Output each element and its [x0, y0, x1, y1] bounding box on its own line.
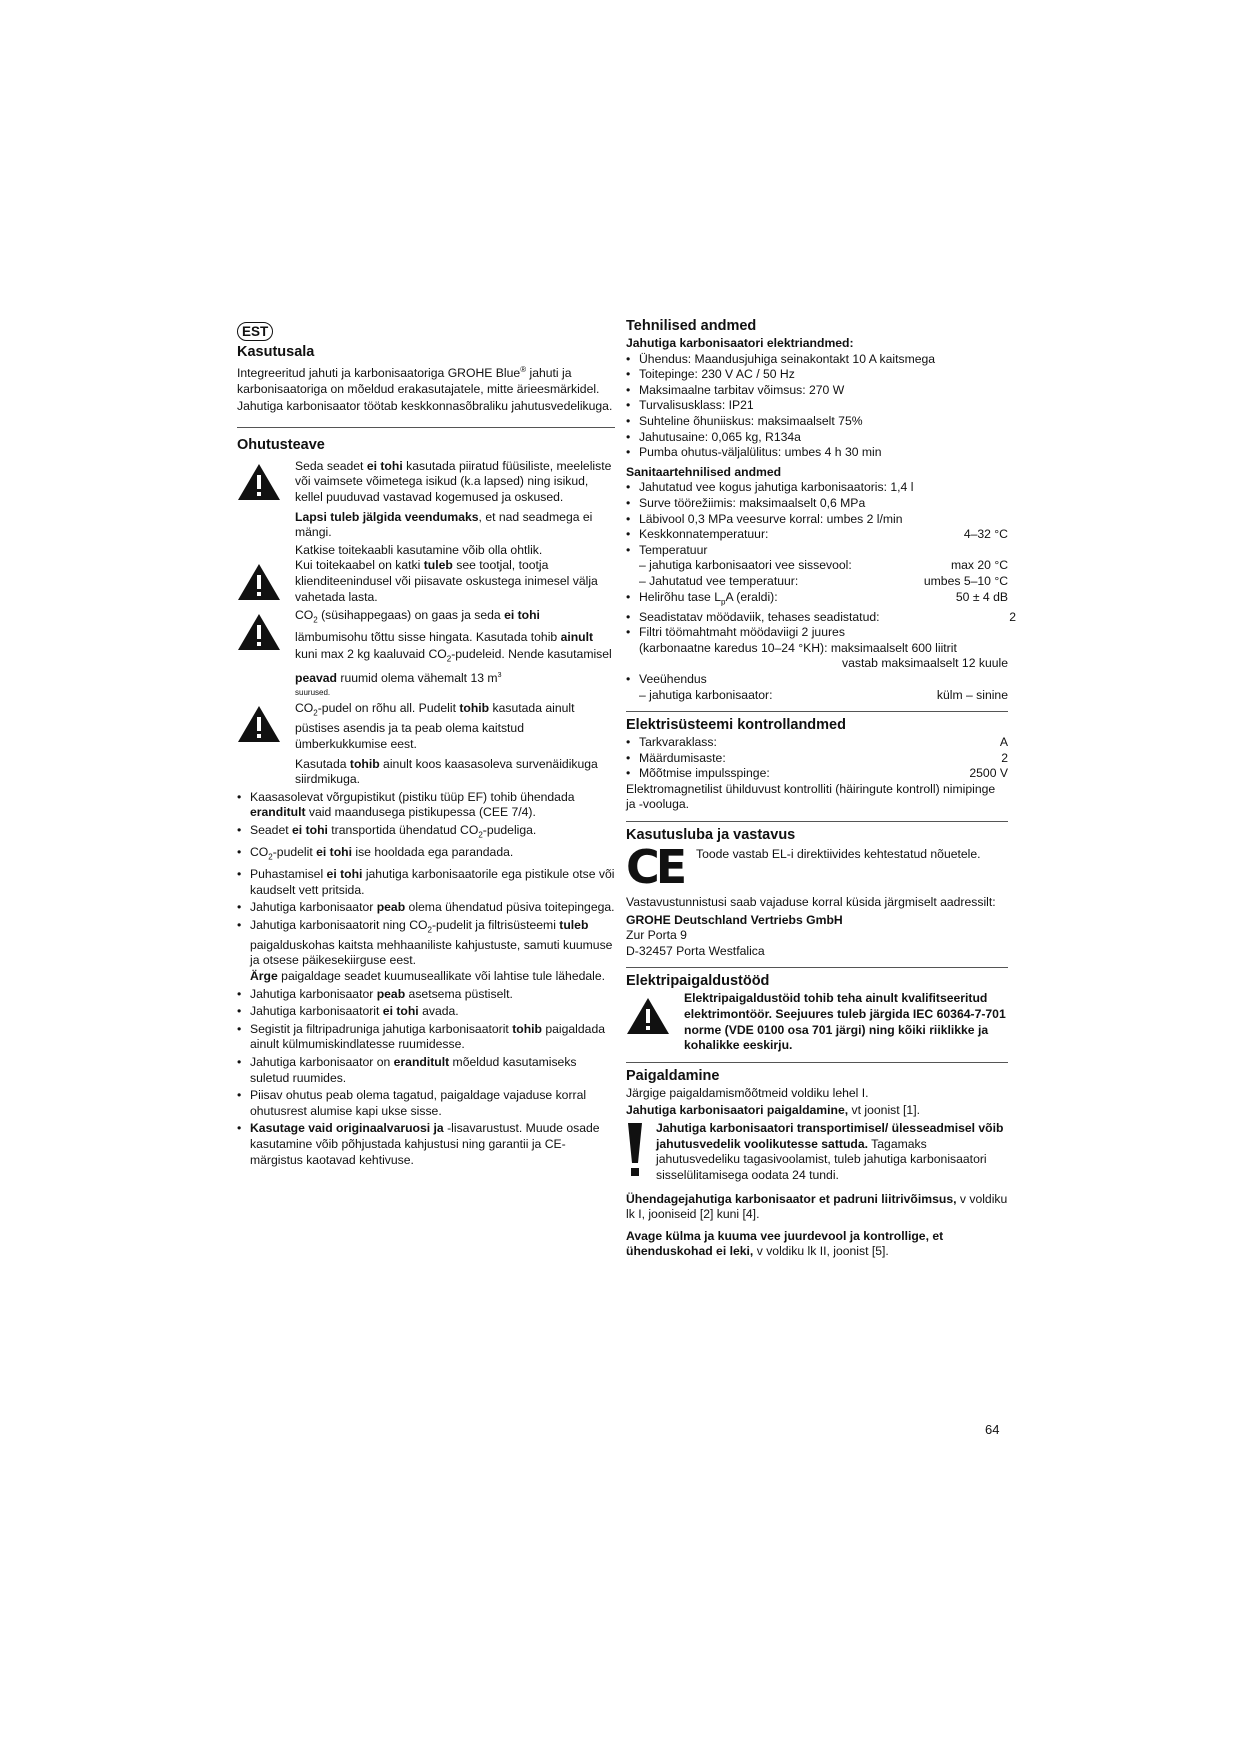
- ce-mark-icon: CE: [626, 840, 684, 895]
- kasutusala-paragraph-1: Integreeritud jahuti ja karbonisaatoriga GROHE Blue® jahuti ja karbonisaatoriga on mõeldud erakasutajatele, mitte ärieesmärkidel.: [237, 365, 600, 396]
- warning-triangle-icon: [237, 563, 281, 601]
- paragraph: Vastavustunnistusi saab vajaduse korral küsida järgmiselt aadressilt:: [626, 895, 996, 910]
- list-item: • Jahutusaine: 0,065 kg, R134a: [626, 429, 801, 444]
- warning-text: Kasutada tohib ainult koos kaasasoleva survenäidikuga siirdmikuga.: [295, 756, 598, 787]
- divider: [626, 967, 1008, 968]
- list-item: • Kaasasolevat võrgupistikut (pistiku tüüp EF) tohib ühendada eranditult vaid maandusega pistikupessa (CEE 7/4).: [237, 789, 575, 820]
- section-title-ohutusteave: Ohutusteave: [237, 436, 325, 453]
- list-item: • Temperatuur: [626, 542, 708, 557]
- subheading: Sanitaartehnilised andmed: [626, 464, 782, 479]
- section-title-kontrollandmed: Elektrisüsteemi kontrollandmed: [626, 717, 846, 734]
- section-title-kasutusala: Kasutusala: [237, 344, 315, 360]
- list-item: • Surve töörežiimis: maksimaalselt 0,6 MPa: [626, 495, 866, 510]
- list-item: • Maksimaalne tarbitav võimsus: 270 W: [626, 382, 845, 397]
- list-item: • Turvalisusklass: IP21: [626, 398, 754, 413]
- warning-block-4: [237, 701, 615, 787]
- spec-row: – jahutiga karbonisaatori vee sissevool: max 20 °C: [639, 558, 1008, 573]
- warning-block-1: [237, 459, 615, 541]
- ce-text: Toode vastab EL-i direktiivides kehtestatud nõuetele.: [696, 847, 981, 862]
- list-item: • Jahutiga karbonisaator peab olema ühendatud püsiva toitepingega.: [237, 900, 615, 915]
- list-item: • Toitepinge: 230 V AC / 50 Hz: [626, 367, 795, 382]
- subheading: Jahutiga karbonisaatori elektriandmed:: [626, 336, 854, 350]
- list-item: • Mõõtmise impulsspinge: 2500 V: [626, 766, 1008, 781]
- list-item: • Keskkonnatemperatuur: 4–32 °C: [626, 527, 1008, 542]
- spec-row: (karbonaatne karedus 10–24 °KH): maksimaalselt 600 liitrit: [639, 640, 957, 655]
- list-item: • Veeühendus: [626, 671, 707, 686]
- list-item: • Suhteline õhuniiskus: maksimaalselt 75%: [626, 413, 863, 428]
- list-item: • Helirõhu tase $L_pA$ (eraldi): 50 ± 4 dB: [626, 589, 1008, 606]
- section-title-elektripaigaldustood: Elektripaigaldustööd: [626, 973, 770, 990]
- address-line: D-32457 Porta Westfalica: [626, 943, 765, 958]
- list-item: • Segistit ja filtripadruniga jahutiga karbonisaatorit tohib paigaldada ainult külmumiskindlatesse ruumidesse.: [237, 1021, 605, 1052]
- warning-text: Seda seadet ei tohi kasutada piiratud füüsiliste, meeleliste või vaimsete võimetega isikud (k.a lapsed) ning isikud, kellel puuduvad vastavad kogemused ja oskused.: [295, 458, 612, 505]
- warning-text: Kui toitekaabel on katki tuleb see tootjal, tootja klienditeenindusel või piisavate oskustega inimesel välja vahetada lasta.: [295, 558, 598, 604]
- paragraph: Avage külma ja kuuma vee juurdevool ja kontrollige, et ühenduskohad ei leki, v voldiku lk II, joonist [5].: [626, 1228, 944, 1259]
- spec-row: – jahutiga karbonisaator: külm – sinine: [639, 687, 1008, 702]
- left-column: [237, 322, 615, 1170]
- list-item: • Pumba ohutus-väljalülitus: umbes 4 h 30 min: [626, 445, 882, 460]
- list-item: • Piisav ohutus peab olema tagatud, paigaldage vajaduse korral ohutusrest alumise kapi ukse sisse.: [237, 1088, 587, 1118]
- warning-triangle-icon: [237, 705, 281, 743]
- list-item: • Jahutiga karbonisaator on eranditult mõeldud kasutamiseks suletud ruumides.: [237, 1054, 577, 1085]
- notice-block: Jahutiga karbonisaatori transportimisel/ ülesseadmisel võib jahutusvedelik voolikutesse sattuda. Tagamaks jahutusvedeliku tagasivoolamist, tuleb jahutiga karbonisaatori sisselülitamisega oodata 24 tundi.: [626, 1121, 1008, 1184]
- warning-triangle-icon: [626, 997, 670, 1035]
- list-item: • Tarkvaraklass: A: [626, 735, 1008, 750]
- list-item: • Kasutage vaid originaalvaruosi ja -lisavarustust. Muude osade kasutamine võib põhjustada kahjustusi ning garantii ja CE-märgistus kaotavad kehtivuse.: [237, 1121, 600, 1167]
- warning-text: Lapsi tuleb jälgida veendumaks, et nad seadmega ei mängi.: [295, 509, 593, 540]
- warning-text: suurused.: [295, 688, 331, 698]
- paragraph: Ühendagejahutiga karbonisaator et padruni liitrivõimsus, v voldiku lk I, jooniseid [2] kuni [4].: [626, 1191, 1008, 1222]
- spec-row: – Jahutatud vee temperatuur: umbes 5–10 °C: [639, 573, 1008, 588]
- list-item: • Ühendus: Maandusjuhiga seinakontakt 10 A kaitsmega: [626, 351, 936, 366]
- divider: [626, 711, 1008, 712]
- list-item: • Puhastamisel ei tohi jahutiga karbonisaatorile ega pistikule otse või kaudselt vett pritsida.: [237, 867, 615, 897]
- page-number: 64: [985, 1422, 1000, 1437]
- ce-block: [626, 840, 1008, 895]
- divider: [626, 1062, 1008, 1063]
- warning-text: $CO_2$ (süsihappegaas) on gaas ja seda ei tohi lämbumisohu tõttu sisse hingata. Kasutada tohib ainult kuni max 2 kg kaaluvaid $CO_2$-pudeleid. Nende kasutamisel peavad ruumid olema vähemalt 13 $m^3$: [295, 608, 612, 686]
- section-title-kasutusluba: Kasutusluba ja vastavus: [626, 827, 796, 844]
- section-title-paigaldamine: Paigaldamine: [626, 1067, 720, 1084]
- paragraph: Elektromagnetilist ühilduvust kontrolliti (häiringute kontroll) nimipinge ja -vooluga.: [626, 781, 996, 812]
- list-item: • $CO_2$-pudelit ei tohi ise hooldada ega parandada.: [237, 844, 514, 862]
- list-item: • Jahutatud vee kogus jahutiga karbonisaatoris: 1,4 l: [626, 480, 914, 495]
- list-item: • Seadet ei tohi transportida ühendatud $CO_2$-pudeliga.: [237, 822, 537, 840]
- address-line: Zur Porta 9: [626, 928, 687, 943]
- list-item: • Jahutiga karbonisaator peab asetsema püstiselt.: [237, 986, 513, 1001]
- warning-text: $CO_2$-pudel on rõhu all. Pudelit tohib kasutada ainult püstises asendis ja ta peab olema kaitstud ümberkukkumise eest.: [295, 701, 575, 751]
- warning-triangle-icon: [237, 613, 281, 651]
- warning-block-elec: [626, 991, 1008, 1053]
- warning-block-3: [237, 607, 615, 699]
- list-item: • Jahutiga karbonisaatorit ei tohi avada.: [237, 1004, 459, 1019]
- paragraph: Järgige paigaldamismõõtmeid voldiku lehel I.: [626, 1085, 869, 1100]
- list-item: • Filtri töömahtmaht möödaviigi 2 juures: [626, 625, 845, 640]
- spec-row: vastab maksimaalselt 12 kuule: [842, 656, 1008, 671]
- warning-text: Elektripaigaldustöid tohib teha ainult kvalifitseeritud elektrimontöör. Seejuures tuleb järgida IEC 60364-7-701 norme (VDE 0100 osa 701 järgi) ning kõiki riiklikke ja kohalikke eeskirju.: [684, 991, 1006, 1053]
- paragraph: Jahutiga karbonisaatori paigaldamine, vt joonist [1].: [626, 1103, 920, 1118]
- list-item: • Jahutiga karbonisaatorit ning $CO_2$-pudelit ja filtrisüsteemi tuleb paigalduskohas kaitsta mehhaaniliste kahjustuste, samuti kuumuse ja otsese päikesekiirguse eest. Ärge paigaldage seadet kuumuseallikate või lahtise tule lähedale.: [237, 917, 613, 983]
- right-column: [626, 317, 1016, 1260]
- warning-block-2: [237, 543, 615, 606]
- warning-text: Katkise toitekaabli kasutamine võib olla ohtlik.: [295, 542, 543, 557]
- divider: [626, 821, 1008, 822]
- divider: [237, 427, 615, 428]
- section-title-tehnilised-andmed: Tehnilised andmed: [626, 318, 757, 334]
- company-name: GROHE Deutschland Vertriebs GmbH: [626, 912, 843, 927]
- list-item: • Läbivool 0,3 MPa veesurve korral: umbes 2 l/min: [626, 511, 903, 526]
- list-item: • Seadistatav möödaviik, tehases seadistatud: 2: [626, 609, 1016, 624]
- exclamation-icon: [626, 1123, 644, 1179]
- list-item: • Määrdumisaste: 2: [626, 750, 1008, 765]
- language-badge: EST: [237, 322, 273, 341]
- kasutusala-paragraph-2: Jahutiga karbonisaator töötab keskkonnasõbraliku jahutusvedelikuga.: [237, 399, 613, 414]
- warning-triangle-icon: [237, 463, 281, 501]
